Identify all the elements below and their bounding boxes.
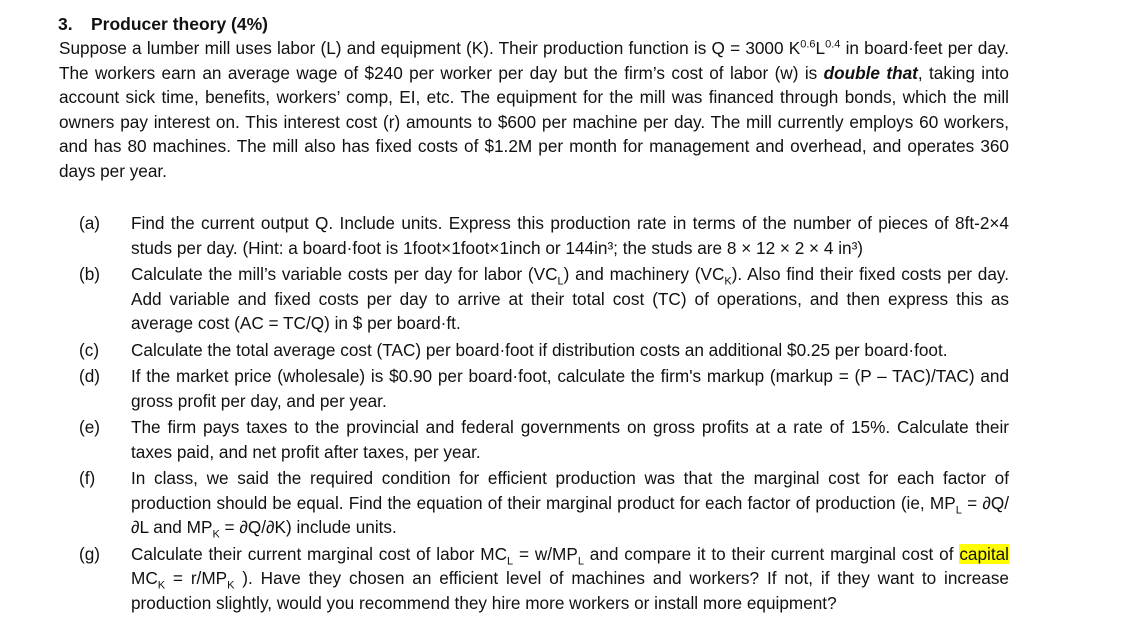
part-text: If the market price (wholesale) is $0.90 per board·foot, calculate the firm's markup (markup = (P – TAC)/TAC) and gross profit per day, and per year.	[131, 366, 1009, 411]
part-label: (b)	[79, 264, 101, 284]
part-label: (e)	[79, 417, 101, 437]
problem-intro	[59, 36, 1009, 183]
part-text: Calculate the mill’s variable costs per day for labor $(VC_L)$ and machinery $(VC_K)$. Also find their fixed costs per day. Add variable and fixed costs per day to arrive at their total cost (TC) of operations, and then express this as average cost (AC = TC/Q) in $ per board·ft.	[131, 264, 1010, 333]
part-label: (g)	[79, 543, 101, 564]
question-part-f	[79, 466, 1009, 540]
part-text: Calculate the total average cost (TAC) per board·foot if distribution costs an additional $0.25 per board·foot.	[131, 339, 948, 360]
question-part-a	[79, 211, 1009, 260]
part-label: (a)	[79, 213, 101, 233]
question-part-g	[79, 542, 1009, 616]
section-heading	[58, 12, 1009, 36]
part-text: Calculate their current marginal cost of labor $MC_L = w/MP_L$ and compare it to their current marginal cost of capital $MC_K = r/MP_K$ ). Have they chosen an efficient level of machines and workers? If not, if they want to increase production slightly, would you recommend they hire more workers or install more equipment?	[131, 543, 1009, 613]
question-parts	[79, 211, 1009, 615]
emphasis-double-that: double that	[823, 62, 918, 83]
part-label: (f)	[79, 468, 96, 488]
part-text: The firm pays taxes to the provincial and federal governments on gross profits at a rate of 15%. Calculate their taxes paid, and net profit after taxes, per year.	[131, 417, 1009, 462]
intro-text-1: Suppose a lumber mill uses labor (L) and equipment (K). Their production function is Q = 3000 K	[59, 38, 801, 58]
question-part-b	[79, 262, 1009, 336]
document	[59, 12, 1009, 617]
intro-text-2: L	[815, 38, 826, 58]
intro-text-4: , taking into account sick time, benefits, workers’ comp, EI, etc. The equipment for the mill was financed through bonds, which the mill owners pay interest on. This interest cost (r) amounts to $600 per machine per day. The mill currently employs 60 workers, and has 80 machines. The mill also has fixed costs of $1.2M per month for management and overhead, and operates 360 days per year.	[59, 62, 1009, 181]
section-title: Producer theory (4%)	[91, 14, 268, 34]
exponent-l: 0.4	[825, 38, 841, 51]
question-part-d	[79, 364, 1009, 413]
part-text: In class, we said the required condition for efficient production was that the marginal cost for each factor of production should be equal. Find the equation of their marginal product for each factor of production (ie, $MP_L = \partial Q/\partial L$ and $MP_K = \partial Q/\partial K$) include units.	[131, 468, 1009, 541]
question-part-c	[79, 338, 1009, 363]
part-text: Find the current output Q. Include units. Express this production rate in terms of the number of pieces of 8ft-2×4 studs per day. (Hint: a board·foot is 1foot×1foot×1inch or 144in³; the studs are 8 × 12 × 2 × 4 in³)	[131, 213, 1009, 258]
question-part-e	[79, 415, 1009, 464]
part-label: (c)	[79, 339, 100, 360]
section-number: 3.	[58, 14, 73, 34]
intro-text-3: in board·feet per day. The workers earn an average wage of $240 per worker per day but the firm’s cost of labor (w) is	[59, 38, 1009, 83]
part-label: (d)	[79, 366, 101, 386]
highlighted-word: capital	[959, 543, 1009, 564]
exponent-k: 0.6	[800, 38, 816, 51]
